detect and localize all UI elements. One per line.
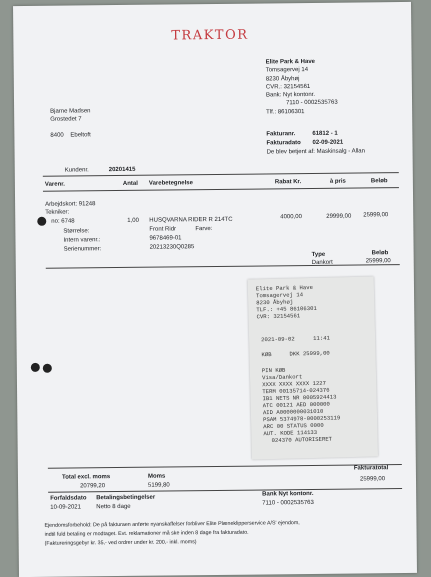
receipt-aid: AID A0000000031010 <box>262 407 324 417</box>
tekniker: Tekniker: <box>45 209 70 216</box>
receipt-shop-name: Elite Park & Have <box>255 283 314 293</box>
receipt-shop-city: 8230 Åbyhøj <box>256 298 294 307</box>
fakturadato-label: Fakturadato <box>266 140 301 147</box>
fakturatotal-label: Fakturatotal <box>353 465 389 472</box>
table-top-rule <box>43 172 399 177</box>
customer-name: Bjarne Madsen <box>50 108 91 115</box>
company-bank-account: 7110 - 0002535763 <box>286 99 338 107</box>
customer-city: Ebeltoft <box>70 132 91 139</box>
bank-label: Bank Nyt kontonr. <box>262 490 314 498</box>
receipt-psam: PSAM 5374978-0000253119 <box>262 414 341 424</box>
kundenr-value: 20201415 <box>108 166 136 174</box>
col-rabat: Rabat Kr. <box>274 179 302 186</box>
receipt-term: TERM 00135714-024376 <box>262 386 330 396</box>
intern-label: Intern varenr.: <box>63 237 101 244</box>
served-by: De blev betjent af: Maskinsalg - Allan <box>266 148 365 156</box>
forfald-value: 10-09-2021 <box>50 504 82 511</box>
moms-value: 5199,80 <box>148 482 170 489</box>
payment-beloeb-label: Beløb <box>371 250 389 257</box>
line-varenr: no: 6748 <box>51 218 75 225</box>
receipt-date: 2021-09-02 <box>261 335 295 344</box>
notice-line-2: indtil fuld betaling er modtaget. Evt. reklamationer må ske inden 8 dage fra fakturadato. <box>44 529 249 538</box>
total-excl-label: Total excl. moms <box>61 474 111 481</box>
company-bank: Bank: Nyt kontonr. <box>265 91 316 99</box>
company-cvr: CVR.: 32154561 <box>265 83 311 91</box>
invoice-paper <box>13 2 417 577</box>
payment-rule <box>46 264 400 269</box>
receipt-shop-street: Tomsagervej 14 <box>255 291 304 300</box>
receipt-aut: AUT. KODE 114133 <box>263 428 318 438</box>
payment-type-value: Dankort <box>311 259 333 266</box>
line-a-pris: 29999,00 <box>326 213 352 220</box>
receipt-koeb-amount: DKK 25999,00 <box>289 349 330 358</box>
card-receipt <box>248 276 378 459</box>
moms-label: Moms <box>147 473 166 480</box>
line-name: HUSQVARNA RIDER R 214TC <box>149 216 233 224</box>
betaling-label: Betalingsbetingelser <box>96 494 156 502</box>
stoerrelse-label: Størrelse: <box>63 228 90 235</box>
receipt-masked-card: XXXX XXXX XXXX 1227 <box>262 379 327 389</box>
line-beloeb: 25999,00 <box>363 212 389 219</box>
receipt-nets: IB1 NETS NR 0005924413 <box>262 393 337 403</box>
receipt-shop-cvr: CVR: 32154561 <box>256 312 301 321</box>
total-excl-value: 20799,20 <box>80 483 106 490</box>
receipt-pin: PIN KØB <box>261 366 286 375</box>
customer-postcode: 8400 <box>50 132 64 139</box>
notice-line-3: (Faktureringsgebyr kr. 35,- ved ordrer under kr. 200,- inkl. moms) <box>44 539 197 547</box>
serie-label: Serienummer: <box>63 246 102 253</box>
intern-value: 9678469-01 <box>149 235 182 242</box>
receipt-koeb: KØB <box>261 350 272 359</box>
line-antal: 1,00 <box>127 217 139 224</box>
col-varebetegnelse: Varebetegnelse <box>148 180 193 187</box>
company-street: Tomsagervej 14 <box>265 67 309 74</box>
col-antal: Antal <box>122 180 138 187</box>
col-varenr: Varenr. <box>44 181 65 188</box>
farve-label: Farve: <box>195 226 213 233</box>
table-header-rule <box>43 187 399 192</box>
serie-value: 20213230Q0285 <box>149 244 195 251</box>
receipt-card: Visa/Dankort <box>261 373 303 382</box>
fakturadato-value: 02-09-2021 <box>312 139 344 146</box>
payment-type-label: Type <box>311 251 326 258</box>
customer-street: Grostedet 7 <box>50 116 82 123</box>
fakturanr-value: 61812 - 1 <box>312 130 338 137</box>
col-a-pris: à pris <box>329 178 346 185</box>
receipt-time: 11:41 <box>313 334 330 342</box>
line-rabat: 4000,00 <box>280 214 302 221</box>
punch-hole-2 <box>31 363 40 372</box>
company-city: 8230 Åbyhøj <box>265 76 300 83</box>
payment-beloeb-value: 25999,00 <box>365 258 391 265</box>
receipt-shop-phone: TLF.: +45 86106301 <box>256 304 317 314</box>
fakturatotal-value: 25999,00 <box>359 476 386 483</box>
forfald-label: Forfaldsdato <box>50 495 87 502</box>
punch-hole-1 <box>37 217 46 226</box>
kundenr-label: Kundenr. <box>64 167 89 174</box>
notice-line-1: Ejendomsforbehold: De på fakturaen anførte nyanskaffelser forbliver Elite Plæneklipperservice A/S' ejendom, <box>44 520 300 529</box>
fakturanr-label: Fakturanr. <box>266 131 296 138</box>
receipt-atc: ATC 00121 AED 000000 <box>262 400 330 410</box>
stoerrelse-value: Front Ridr <box>149 226 177 233</box>
totals-rule <box>48 464 402 469</box>
punch-hole-3 <box>43 364 52 373</box>
betaling-value: Netto 8 dage <box>96 503 131 511</box>
company-name: Elite Park & Have <box>265 58 316 66</box>
handwritten-title: TRAKTOR <box>171 27 249 44</box>
company-phone: Tlf.: 86106301 <box>266 109 305 116</box>
arbejdskort: Arbejdskort: 91248 <box>45 201 96 208</box>
bank-value: 7110 - 0002535763 <box>262 499 314 507</box>
col-beloeb: Beløb <box>370 178 388 185</box>
receipt-arc: ARC 00 STATUS 0000 <box>263 421 324 431</box>
receipt-autoriseret: 024370 AUTORISERET <box>271 435 333 445</box>
